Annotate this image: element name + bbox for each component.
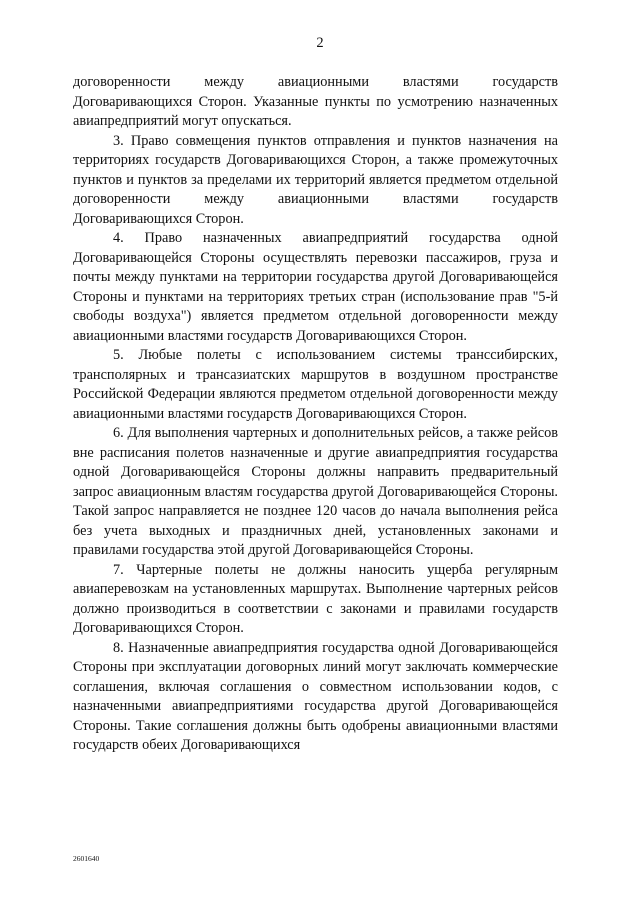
paragraph-continuation: договоренности между авиационными властями государств Договаривающихся Сторон. Указанные пункты по усмотрению назначенных авиапредприятий могут опускаться. — [73, 74, 558, 129]
paragraph-clause-5: 5. Любые полеты с использованием системы транссибирских, трансполярных и трансазиатских маршрутов в воздушном пространстве Российской Федерации являются предметом отдельной договоренности между авиационными властями государств Договаривающихся Сторон. — [73, 347, 558, 422]
paragraph-clause-3: 3. Право совмещения пунктов отправления и пунктов назначения на территориях государств Договаривающихся Сторон, а также промежуточных пунктов и пунктов за пределами их территорий является предметом отдельной договоренности между авиационными властями государств Договаривающихся Сторон. — [73, 132, 558, 227]
paragraph-clause-7: 7. Чартерные полеты не должны наносить ущерба регулярным авиаперевозкам на установленных маршрутах. Выполнение чартерных рейсов должно производиться в соответствии с законами и правилами государств Договаривающихся Сторон. — [73, 561, 558, 636]
document-code: 2601640 — [73, 854, 100, 863]
document-body — [73, 73, 558, 756]
paragraph-clause-8: 8. Назначенные авиапредприятия государства одной Договаривающейся Стороны при эксплуатации договорных линий могут заключать коммерческие соглашения, включая соглашения о совместном использовании кодов, с назначенными авиапредприятиями государства другой Договаривающейся Стороны. Такие соглашения должны быть одобрены авиационными властями государств обеих Договаривающихся — [73, 639, 558, 753]
paragraph-clause-6: 6. Для выполнения чартерных и дополнительных рейсов, а также рейсов вне расписания полетов назначенные и другие авиапредприятия государства одной Договаривающейся Стороны должны направить предварительный запрос авиационным властям государства другой Договаривающейся Стороны. Такой запрос направляется не позднее 120 часов до начала выполнения рейса без учета выходных и праздничных дней, установленных законами и правилами государства этой другой Договаривающейся Стороны. — [73, 425, 558, 558]
page-number: 2 — [316, 35, 324, 51]
paragraph-clause-4: 4. Право назначенных авиапредприятий государства одной Договаривающейся Стороны осуществлять перевозки пассажиров, груза и почты между пунктами на территории государства другой Договаривающейся Стороны и пунктами на территориях третьих стран (использование прав "5-й свободы воздуха") является предметом отдельной договоренности между авиационными властями государств Договаривающихся Сторон. — [73, 230, 558, 344]
